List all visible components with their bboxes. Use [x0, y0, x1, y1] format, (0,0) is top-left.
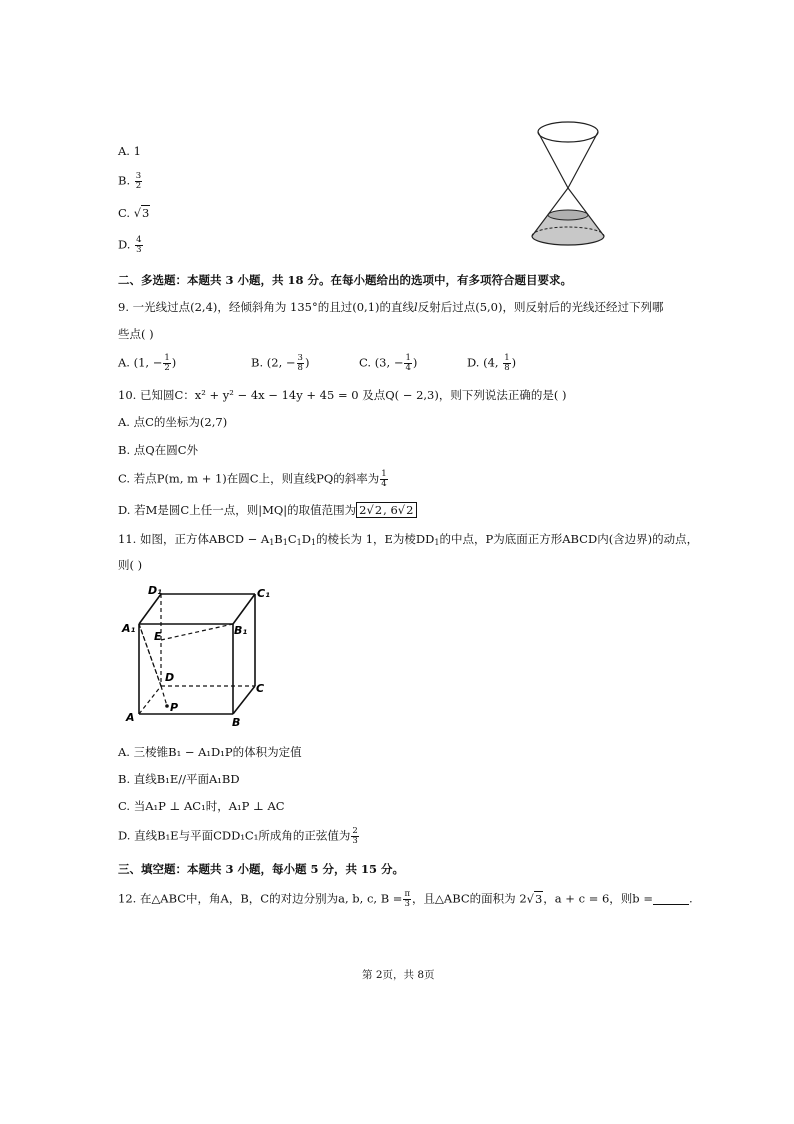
q11-option-d: D. 直线B₁E与平面CDD₁C₁所成角的正弦值为 $\frac{2}{3}$: [118, 826, 358, 846]
fraction: $\frac{3}{2}$: [135, 171, 142, 191]
label-a: A: [126, 711, 135, 724]
label-c: C: [256, 682, 265, 695]
point-p: [165, 704, 169, 708]
q12-stem: 12. 在△ABC中，角A，B，C的对边分别为a, b, c, B = $\frac{\pi}{3}$ ，且△ABC的面积为 2√3，a + c = 6，则b = .: [118, 889, 693, 909]
cube-figure: [118, 580, 278, 730]
q11-option-a: A. 三棱锥B₁ − A₁D₁P的体积为定值: [118, 745, 302, 759]
double-cone-figure: [528, 118, 610, 254]
label-d1: D₁: [148, 584, 162, 597]
q8-option-c: C. √3: [118, 206, 150, 220]
label-a1: A₁: [122, 622, 136, 635]
label-p: P: [170, 701, 179, 714]
section2-title: 二、多选题：本题共 3 小题，共 18 分。在每小题给出的选项中，有多项符合题目要求。: [118, 273, 573, 287]
q9-option-a: A. (1, − $\frac{1}{2}$ ): [118, 353, 177, 373]
fraction: $\frac{4}{3}$: [136, 235, 142, 255]
answer-blank[interactable]: [653, 894, 689, 905]
sqrt: √3: [133, 206, 150, 220]
interval-bracket: 2√2, 6√2: [356, 502, 417, 518]
q9-option-d: D. (4, $\frac{1}{8}$ ): [467, 353, 517, 373]
label-e: E: [154, 630, 162, 643]
q11-option-c: C. 当A₁P ⊥ AC₁时，A₁P ⊥ AC: [118, 799, 285, 813]
q8-option-d: D. $\frac{4}{3}$: [118, 235, 142, 255]
label-b1: B₁: [234, 624, 248, 637]
q9-line1: 9. 一光线过点(2,4)，经倾斜角为 135°的且过(0,1)的直线l反射后过点(5,0)，则反射后的光线还经过下列哪: [118, 300, 664, 314]
q9-option-b: B. (2, − $\frac{3}{8}$ ): [251, 353, 310, 373]
q10-stem: 10. 已知圆C：x² + y² − 4x − 14y + 45 = 0 及点Q( − 2,3)，则下列说法正确的是( ): [118, 388, 567, 402]
q9-line2: 些点( ): [118, 327, 154, 341]
q8-option-b: B. $\frac{3}{2}$: [118, 171, 142, 191]
q11-line2: 则( ): [118, 558, 143, 572]
q9-option-c: C. (3, − $\frac{1}{4}$ ): [359, 353, 418, 373]
label-c1: C₁: [257, 587, 270, 600]
q11-option-b: B. 直线B₁E//平面A₁BD: [118, 772, 240, 786]
label-d: D: [165, 671, 175, 684]
q10-option-d: D. 若M是圆C上任一点，则|MQ|的取值范围为 2√2, 6√2: [118, 502, 417, 518]
q11-line1: 11. 如图，正方体ABCD − $A_1B_1C_1D_1$的棱长为 1，E为棱$DD_1$的中点，P为底面正方形ABCD内(含边界)的动点，: [118, 532, 699, 547]
q10-option-b: B. 点Q在圆C外: [118, 443, 198, 457]
label-b: B: [232, 716, 241, 729]
q10-option-a: A. 点C的坐标为(2,7): [118, 415, 228, 429]
q8-option-a: A. 1: [118, 144, 141, 158]
section3-title: 三、填空题：本题共 3 小题，每小题 5 分，共 15 分。: [118, 862, 405, 876]
q10-option-c: C. 若点P(m, m + 1)在圆C上，则直线PQ的斜率为 $\frac{1}{4}$: [118, 469, 387, 489]
page-footer: 第 2页，共 8页: [362, 969, 435, 981]
